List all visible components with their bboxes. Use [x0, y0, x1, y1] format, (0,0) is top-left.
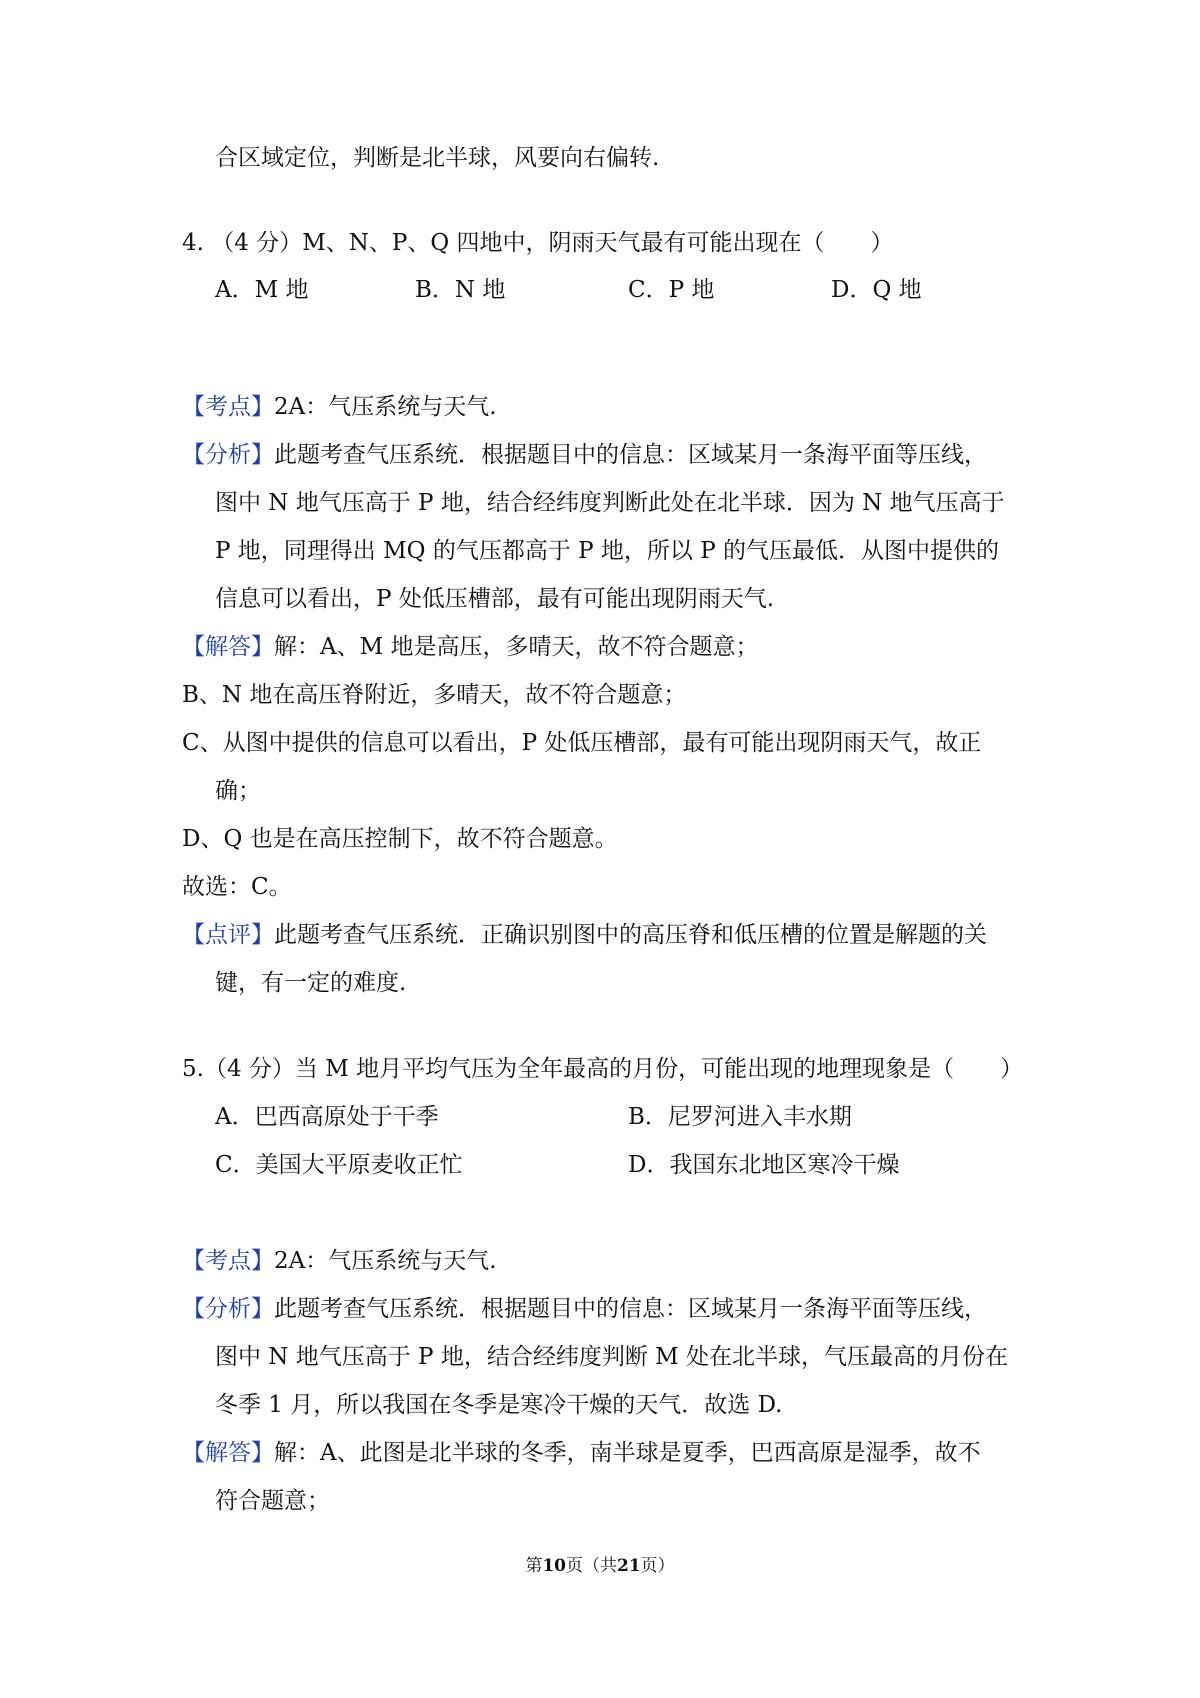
- question-4: [182, 228, 894, 258]
- jieda-tag: 【解答】: [182, 1440, 274, 1466]
- q5-option-b: B．尼罗河进入丰水期: [628, 1104, 852, 1130]
- page-total: 21: [617, 1556, 641, 1576]
- kaodian-text: 2A：气压系统与天气.: [274, 1248, 497, 1274]
- page-footer: [0, 1554, 1200, 1578]
- kaodian-text: 2A：气压系统与天气.: [274, 394, 497, 420]
- question-number: 4.: [182, 230, 204, 256]
- dianping-tag: 【点评】: [182, 922, 274, 948]
- fenxi-line: P 地，同理得出 MQ 的气压都高于 P 地，所以 P 的气压最低．从图中提供的: [215, 538, 1000, 564]
- q5-jieda: [182, 1438, 981, 1468]
- jieda-line: 确；: [215, 778, 261, 804]
- q5-option-c: C．美国大平原麦收正忙: [215, 1152, 463, 1178]
- dianping-line: 键，有一定的难度.: [215, 970, 407, 996]
- fenxi-line: 图中 N 地气压高于 P 地，结合经纬度判断此处在北半球．因为 N 地气压高于: [215, 490, 1005, 516]
- fenxi-tag: 【分析】: [182, 1296, 274, 1322]
- q4-dianping: [182, 920, 987, 950]
- prev-answer-continuation: 合区域定位，判断是北半球，风要向右偏转.: [215, 145, 660, 171]
- fenxi-line: 图中 N 地气压高于 P 地，结合经纬度判断 M 处在北半球，气压最高的月份在: [215, 1344, 1009, 1370]
- q4-option-d: D．Q 地: [831, 277, 922, 303]
- fenxi-line: 信息可以看出，P 处低压槽部，最有可能出现阴雨天气.: [215, 586, 775, 612]
- kaodian-tag: 【考点】: [182, 394, 274, 420]
- jieda-line: D、Q 也是在高压控制下，故不符合题意。: [182, 826, 618, 852]
- question-number: 5.: [182, 1056, 204, 1082]
- fenxi-line: 此题考查气压系统．根据题目中的信息：区域某月一条海平面等压线，: [274, 1296, 987, 1322]
- q4-fenxi: [182, 440, 987, 470]
- q4-option-a: A．M 地: [215, 277, 309, 303]
- fenxi-line: 冬季 1 月，所以我国在冬季是寒冷干燥的天气．故选 D.: [215, 1392, 783, 1418]
- q4-kaodian: [182, 392, 497, 422]
- dianping-line: 此题考查气压系统．正确识别图中的高压脊和低压槽的位置是解题的关: [274, 922, 987, 948]
- page-number: 10: [542, 1556, 566, 1576]
- footer-suffix: 页）: [640, 1556, 675, 1576]
- footer-middle: 页（共: [566, 1556, 617, 1576]
- question-5: [182, 1054, 1023, 1084]
- q4-option-c: C．P 地: [628, 277, 715, 303]
- q5-option-d: D．我国东北地区寒冷干燥: [628, 1152, 900, 1178]
- fenxi-line: 此题考查气压系统．根据题目中的信息：区域某月一条海平面等压线，: [274, 442, 987, 468]
- jieda-line: B、N 地在高压脊附近，多晴天，故不符合题意；: [182, 682, 687, 708]
- jieda-line: 故选：C。: [182, 874, 292, 900]
- question-stem: （4 分）M、N、P、Q 四地中，阴雨天气最有可能出现在（ ）: [211, 230, 894, 256]
- footer-prefix: 第: [525, 1556, 543, 1576]
- q4-option-b: B．N 地: [415, 277, 506, 303]
- question-stem: （4 分）当 M 地月平均气压为全年最高的月份，可能出现的地理现象是（ ）: [203, 1056, 1024, 1082]
- q5-kaodian: [182, 1246, 497, 1276]
- fenxi-tag: 【分析】: [182, 442, 274, 468]
- jieda-line: 解：A、此图是北半球的冬季，南半球是夏季，巴西高原是湿季，故不: [274, 1440, 981, 1466]
- jieda-line: 符合题意；: [215, 1488, 330, 1514]
- kaodian-tag: 【考点】: [182, 1248, 274, 1274]
- q5-fenxi: [182, 1294, 987, 1324]
- q5-option-a: A．巴西高原处于干季: [215, 1104, 439, 1130]
- jieda-tag: 【解答】: [182, 634, 274, 660]
- jieda-line: 解：A、M 地是高压，多晴天，故不符合题意；: [274, 634, 759, 660]
- jieda-line: C、从图中提供的信息可以看出，P 处低压槽部，最有可能出现阴雨天气，故正: [182, 730, 982, 756]
- q4-jieda: [182, 632, 758, 662]
